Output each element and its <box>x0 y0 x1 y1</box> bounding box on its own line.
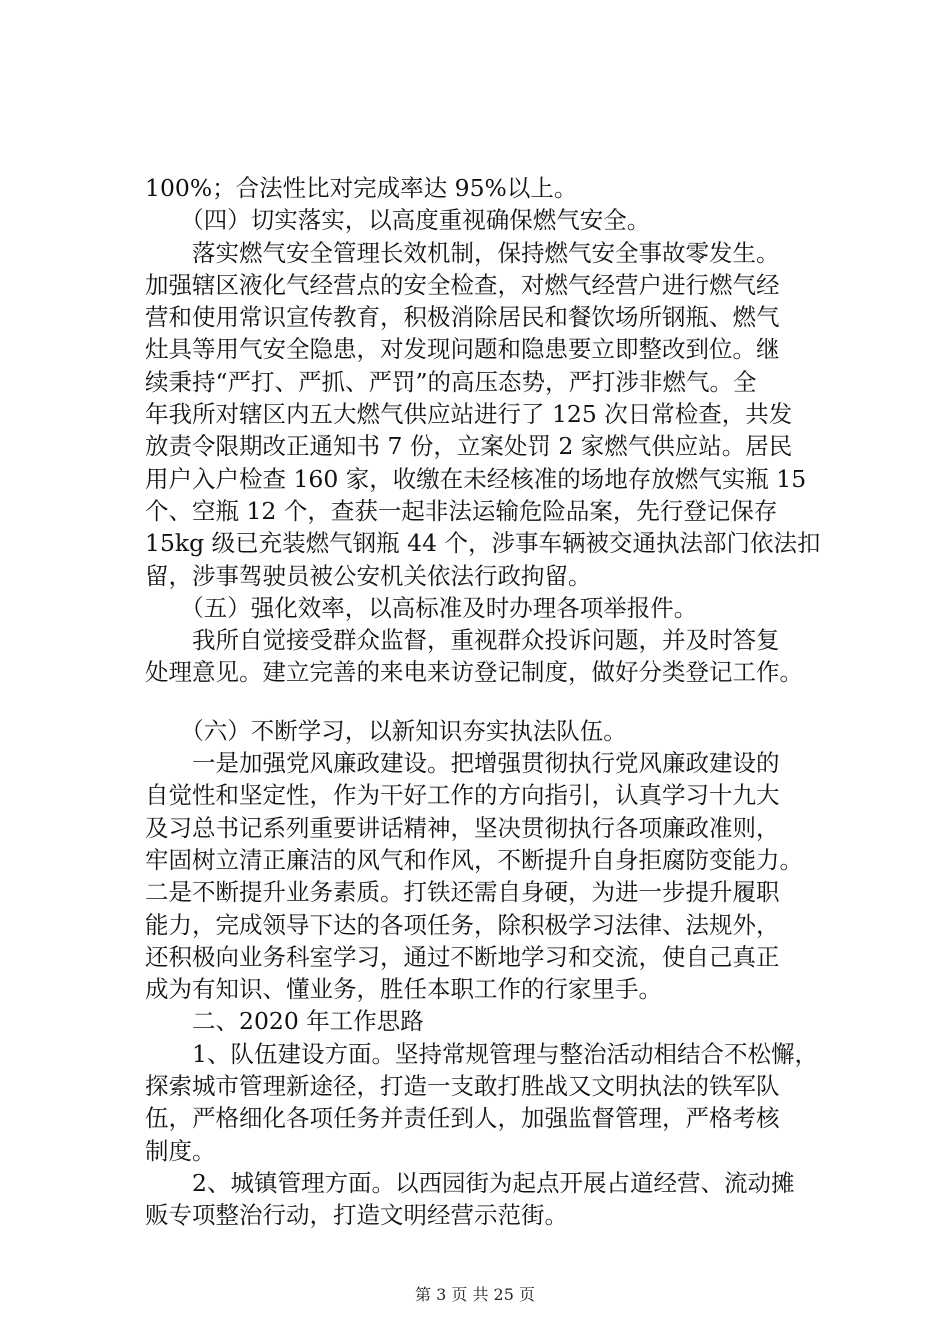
text-line: 处理意见。建立完善的来电来访登记制度，做好分类登记工作。 <box>145 658 803 687</box>
text-line: 探索城市管理新途径，打造一支敢打胜战又文明执法的铁军队 <box>145 1072 780 1101</box>
text-line: 自觉性和坚定性，作为干好工作的方向指引，认真学习十九大 <box>145 781 780 810</box>
text-line: 100%；合法性比对完成率达 95%以上。 <box>145 174 578 202</box>
text-line: 续秉持“严打、严抓、严罚”的高压态势，严打涉非燃气。全 <box>145 367 757 396</box>
text-line: 一是加强党风廉政建设。把增强贯彻执行党风廉政建设的 <box>145 749 780 778</box>
text-line: 加强辖区液化气经营点的安全检查，对燃气经营户进行燃气经 <box>145 270 780 299</box>
text-line: 用户入户检查 160 家，收缴在未经核准的场地存放燃气实瓶 15 <box>145 464 807 493</box>
blank-line <box>145 689 845 715</box>
text-line: （五）强化效率，以高标准及时办理各项举报件。 <box>145 593 698 622</box>
text-line: 15kg 级已充装燃气钢瓶 44 个，涉事车辆被交通执法部门依法扣 <box>145 529 821 558</box>
text-line: 二是不断提升业务素质。打铁还需自身硬，为进一步提升履职 <box>145 878 780 907</box>
text-line: 营和使用常识宣传教育，积极消除居民和餐饮场所钢瓶、燃气 <box>145 303 780 332</box>
text-line: 个、空瓶 12 个，查获一起非法运输危险品案，先行登记保存 <box>145 496 778 525</box>
text-line: 牢固树立清正廉洁的风气和作风，不断提升自身拒腐防变能力。 <box>145 845 803 874</box>
text-line: 放责令限期改正通知书 7 份，立案处罚 2 家燃气供应站。居民 <box>145 432 793 461</box>
text-line: 伍，严格细化各项任务并责任到人，加强监督管理，严格考核 <box>145 1104 780 1133</box>
page-number-footer: 第 3 页 共 25 页 <box>415 1285 535 1304</box>
text-line: 年我所对辖区内五大燃气供应站进行了 125 次日常检查，共发 <box>145 400 793 429</box>
text-line: 1、队伍建设方面。坚持常规管理与整治活动相结合不松懈， <box>145 1039 818 1068</box>
text-line: 留，涉事驾驶员被公安机关依法行政拘留。 <box>145 561 592 590</box>
text-line: 灶具等用气安全隐患，对发现问题和隐患要立即整改到位。继 <box>145 335 780 364</box>
text-line: 能力，完成领导下达的各项任务，除积极学习法律、法规外， <box>145 910 780 939</box>
text-line: 落实燃气安全管理长效机制，保持燃气安全事故零发生。 <box>145 238 780 267</box>
text-line: 及习总书记系列重要讲话精神，坚决贯彻执行各项廉政准则， <box>145 813 780 842</box>
text-line: 贩专项整治行动，打造文明经营示范街。 <box>145 1201 568 1230</box>
text-line: 我所自觉接受群众监督，重视群众投诉问题，并及时答复 <box>145 626 780 655</box>
text-line: 成为有知识、懂业务，胜任本职工作的行家里手。 <box>145 975 662 1004</box>
text-line: （四）切实落实，以高度重视确保燃气安全。 <box>145 206 651 235</box>
text-line: 2、城镇管理方面。以西园街为起点开展占道经营、流动摊 <box>145 1168 795 1197</box>
document-body <box>145 172 845 1232</box>
text-line: （六）不断学习，以新知识夯实执法队伍。 <box>145 716 627 745</box>
text-line: 二、2020 年工作思路 <box>145 1007 424 1036</box>
text-line: 制度。 <box>145 1136 216 1165</box>
text-line: 还积极向业务科室学习，通过不断地学习和交流，使自己真正 <box>145 942 780 971</box>
